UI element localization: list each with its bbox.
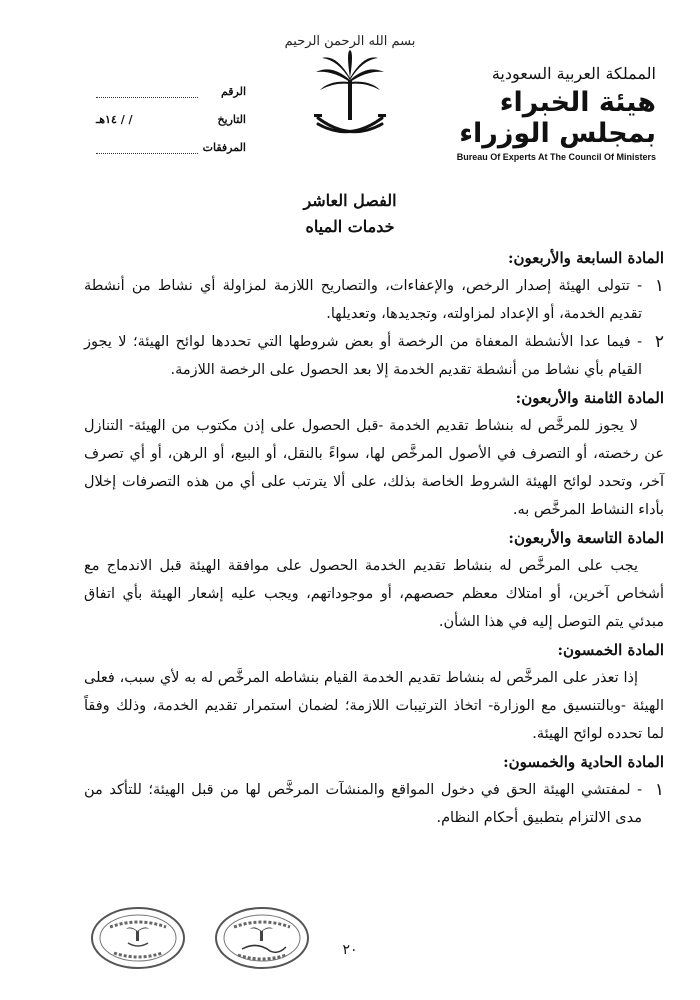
item-number: ١ <box>654 780 664 800</box>
kingdom-name: المملكة العربية السعودية <box>491 64 656 83</box>
article-title: المادة الحادية والخمسون: <box>503 753 664 771</box>
item-text: - تتولى الهيئة إصدار الرخص، والإعفاءات، والتصاريح اللازمة لمزاولة أي نشاط من أنشطة تقديم الخدمة، أو الإعداد لمزاولته، وتجديدها، وتعديلها. <box>84 278 642 322</box>
item-text: - فيما عدا الأنشطة المعفاة من الرخصة أو بعض شروطها التي تحددها لوائح الهيئة؛ لا يجوز القيام بأي نشاط من أنشطة تقديم الخدمة إلا بعد الحصول على الرخصة اللازمة. <box>84 334 642 378</box>
organization-block <box>456 64 656 162</box>
date-label: التاريخ <box>217 113 246 126</box>
article-paragraph: يجب على المرخَّص له بنشاط تقديم الخدمة الحصول على موافقة الهيئة قبل الاندماج مع أشخاص آخرين، أو امتلاك معظم حصصهم، أو موجوداتهم، ويجب عليه إشعار الهيئة بأي اتفاق مبدئي يتم التوصل إليه في هذا الشأن. <box>84 558 664 630</box>
bureau-name: هيئة الخبراء بمجلس الوزراء <box>459 87 656 149</box>
reference-line <box>96 83 198 98</box>
article <box>84 748 664 832</box>
article-paragraph: إذا تعذر على المرخَّص له بنشاط تقديم الخدمة القيام بنشاطه المرخَّص له به لأي سبب، فعلى الهيئة -وبالتنسيق مع الوزارة- اتخاذ الترتيبات اللازمة؛ لضمان استمرار تقديم الخدمة، وذلك وفقاً لما تحدده لوائح الهيئة. <box>84 670 664 742</box>
article-title: المادة الثامنة والأربعون: <box>515 389 664 407</box>
official-seal-stamp-icon <box>88 905 188 971</box>
item-text: - لمفتشي الهيئة الحق في دخول المواقع والمنشآت المرخَّص لها من قبل الهيئة؛ للتأكد من مدى الالتزام بتطبيق أحكام النظام. <box>84 782 642 826</box>
chapter-title: خدمات المياه <box>305 217 395 236</box>
article-title: المادة التاسعة والأربعون: <box>508 529 664 547</box>
attachments-row <box>96 126 246 154</box>
article-title: المادة السابعة والأربعون: <box>507 249 664 267</box>
item-number: ١ <box>654 276 664 296</box>
bureau-name-english: Bureau Of Experts At The Council Of Ministers <box>456 152 656 162</box>
article <box>84 524 664 636</box>
reference-label: الرقم <box>220 85 246 98</box>
official-seal-stamp-icon <box>212 905 312 971</box>
article <box>84 244 664 384</box>
article-item <box>84 272 664 328</box>
attachments-line <box>96 139 198 154</box>
date-value: / / ١٤هـ <box>96 113 133 126</box>
article-item <box>84 776 664 832</box>
article <box>84 636 664 748</box>
page-number: ٢٠ <box>342 942 358 958</box>
date-row <box>96 98 246 126</box>
basmala: بسم الله الرحمن الرحيم <box>284 34 416 49</box>
article-title: المادة الخمسون: <box>557 641 664 659</box>
article-paragraph: لا يجوز للمرخَّص له بنشاط تقديم الخدمة -قبل الحصول على إذن مكتوب من الهيئة- التنازل عن رخصته، أو التصرف في الأصول المرخَّص لها، سواءً بالنقل، أو البيع، أو الرهن، أو أي تصرف آخر، وتحدد لوائح الهيئة الشروط الخاصة بذلك، على ألا يترتب على أي من هذه التصرفات إخلال بأداء النشاط المرخَّص به. <box>84 418 664 518</box>
articles-body <box>84 244 664 832</box>
chapter-number: الفصل العاشر <box>303 191 397 210</box>
palm-and-swords-emblem-icon <box>310 50 390 145</box>
article-item <box>84 328 664 384</box>
attachments-label: المرفقات <box>202 141 246 154</box>
reference-block <box>96 70 246 154</box>
article <box>84 384 664 524</box>
item-number: ٢ <box>654 332 664 352</box>
chapter-heading <box>0 188 700 240</box>
reference-row <box>96 70 246 98</box>
